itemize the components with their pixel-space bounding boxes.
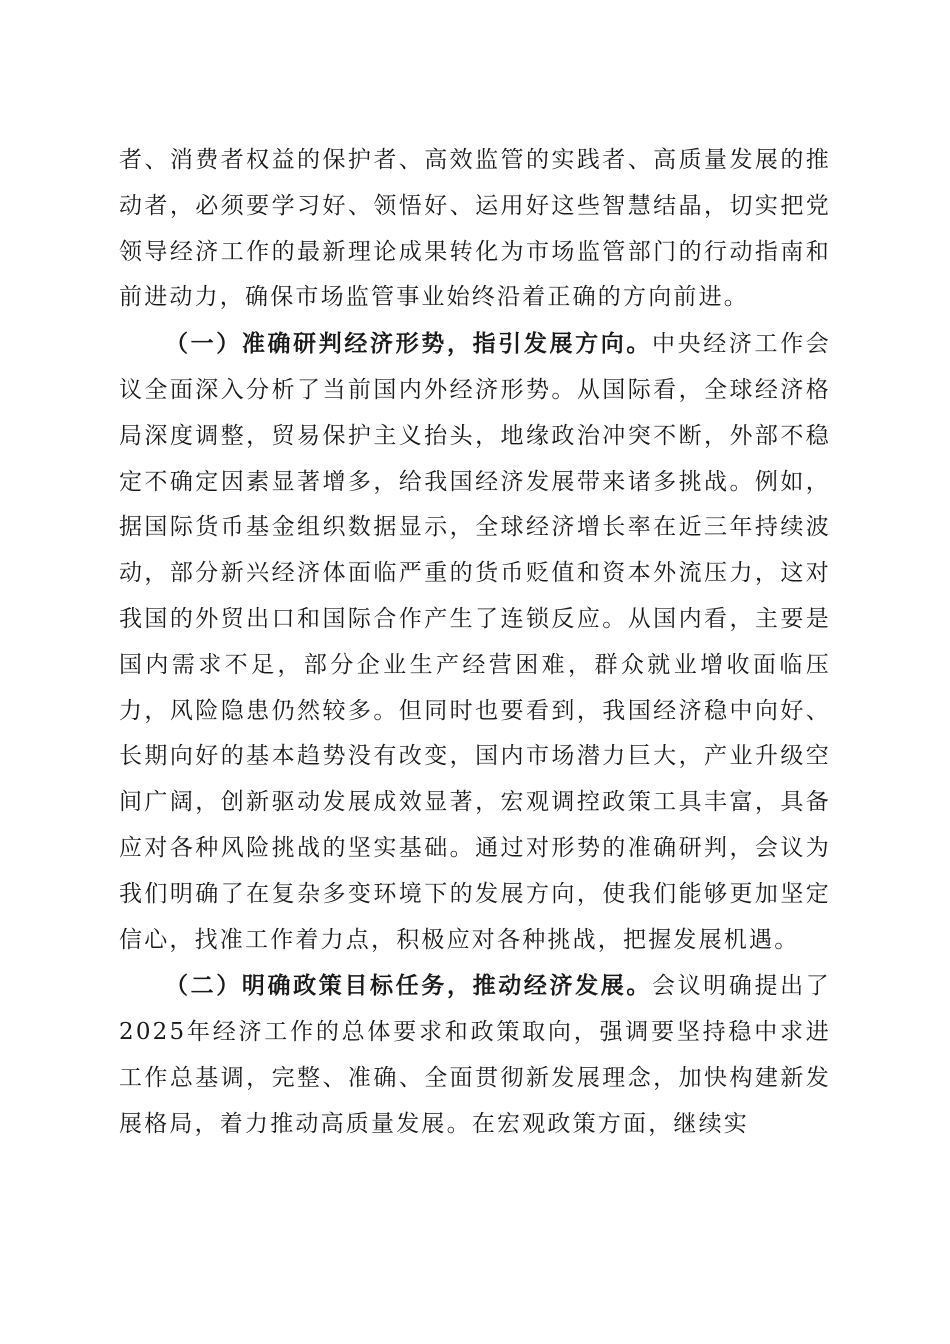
paragraph-section-1 [119, 321, 831, 963]
paragraph-text: 中央经济工作会议全面深入分析了当前国内外经济形势。从国际看，全球经济格局深度调整，贸易保护主义抬头，地缘政治冲突不断，外部不稳定不确定因素显著增多，给我国经济发展带来诸多挑战。例如，据国际货币基金组织数据显示，全球经济增长率在近三年持续波动，部分新兴经济体面临严重的货币贬值和资本外流压力，这对我国的外贸出口和国际合作产生了连锁反应。从国内看，主要是国内需求不足，部分企业生产经营困难，群众就业增收面临压力，风险隐患仍然较多。但同时也要看到，我国经济稳中向好、长期向好的基本趋势没有改变，国内市场潜力巨大，产业升级空间广阔，创新驱动发展成效显著，宏观调控政策工具丰富，具备应对各种风险挑战的坚实基础。通过对形势的准确研判，会议为我们明确了在复杂多变环境下的发展方向，使我们能够更加坚定信心，找准工作着力点，积极应对各种挑战，把握发展机遇。 [119, 331, 831, 953]
paragraph-text: 者、消费者权益的保护者、高效监管的实践者、高质量发展的推动者，必须要学习好、领悟好、运用好这些智慧结晶，切实把党领导经济工作的最新理论成果转化为市场监管部门的行动指南和前进动力，确保市场监管事业始终沿着正确的方向前进。 [119, 147, 831, 311]
document-body [119, 138, 831, 1148]
paragraph-section-2 [119, 963, 831, 1147]
paragraph-text: 会议明确提出了2025年经济工作的总体要求和政策取向，强调要坚持稳中求进工作总基调，完整、准确、全面贯彻新发展理念，加快构建新发展格局，着力推动高质量发展。在宏观政策方面，继续实 [119, 973, 831, 1137]
paragraph-continuation [119, 138, 831, 321]
section-heading: （二）明确政策目标任务，推动经济发展。 [165, 972, 652, 1000]
section-heading: （一）准确研判经济形势，指引发展方向。 [165, 330, 652, 358]
